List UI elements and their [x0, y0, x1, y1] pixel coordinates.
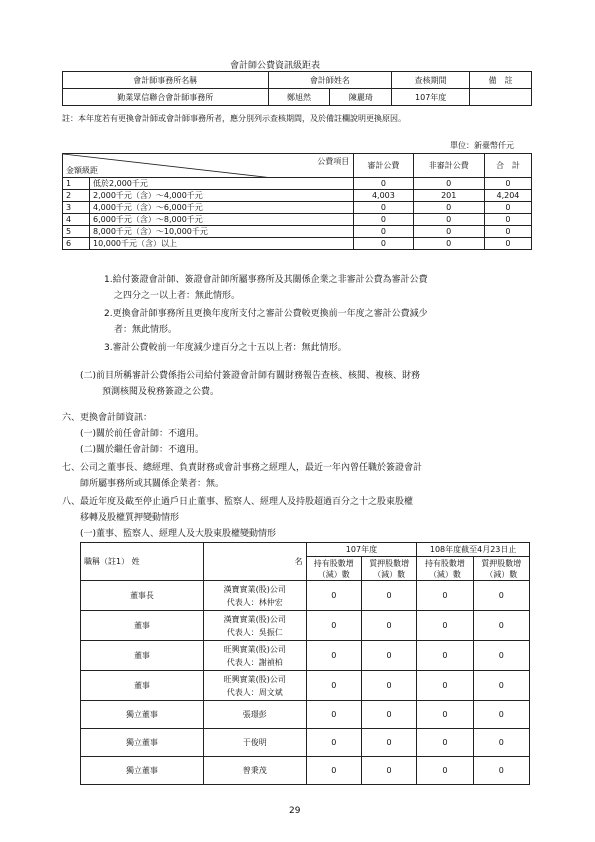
holding-value: 0	[306, 757, 361, 785]
holder-name: 旺興實業(股)公司	[223, 644, 286, 654]
diag-bottom-label: 金額級距	[66, 166, 98, 175]
holding-value: 0	[473, 729, 529, 757]
fee-row-no: 4	[63, 214, 90, 226]
fee-row-range: 4,000千元（含）～6,000千元	[90, 202, 354, 214]
sub-header-2: 質押股數增（減）數	[361, 557, 416, 581]
holder-name-cell	[203, 757, 306, 785]
holder-title: 獨立董事	[81, 701, 204, 729]
fee-row	[63, 238, 532, 250]
fee-row-total: 0	[484, 202, 531, 214]
holder-name: 于俊明	[242, 738, 267, 747]
holding-value: 0	[473, 757, 529, 785]
firm-name: 勤業眾信聯合會計師事務所	[63, 89, 269, 106]
fee-row-total: 0	[484, 226, 531, 238]
fee-row-total: 0	[484, 178, 531, 190]
fee-row-nonaudit: 0	[413, 202, 484, 214]
sec6-b: (二)關於繼任會計師：不適用。	[80, 445, 205, 455]
fee-range-table	[62, 153, 532, 250]
holding-value: 0	[361, 611, 416, 641]
holder-name-cell	[203, 729, 306, 757]
holding-value: 0	[306, 701, 361, 729]
col-name-header: 名	[203, 543, 306, 581]
fee-row	[63, 178, 532, 190]
item-1-line1: 1.給付簽證會計師、簽證會計師所屬事務所及其關係企業之非審計公費為審計公費	[104, 275, 428, 285]
holding-value: 0	[361, 701, 416, 729]
audit-period: 107年度	[392, 89, 470, 106]
unit-label: 單位：新臺幣仟元	[450, 141, 514, 150]
item-1-line2: 之四分之一以上者：無此情形。	[114, 291, 241, 301]
holding-value: 0	[473, 641, 529, 671]
fee-row-no: 2	[63, 190, 90, 202]
sec7-line1: 七、公司之董事長、總經理、負責財務或會計事務之經理人，最近一年內曾任職於簽證會計	[62, 463, 423, 473]
fee-row-no: 5	[63, 226, 90, 238]
audit-info-table	[62, 71, 532, 106]
header-firm: 會計師事務所名稱	[63, 72, 269, 89]
holding-value: 0	[417, 641, 473, 671]
header-period: 查核期間	[392, 72, 470, 89]
fee-row	[63, 226, 532, 238]
holding-value: 0	[306, 729, 361, 757]
holding-value: 0	[306, 611, 361, 641]
holder-name-cell	[203, 671, 306, 701]
para2-line1: (二)前目所稱審計公費係指公司給付簽證會計師有關財務報告查核、核閱、複核、財務	[80, 371, 421, 381]
col-total: 合 計	[484, 154, 531, 178]
holder-title: 獨立董事	[81, 757, 204, 785]
holder-title: 獨立董事	[81, 729, 204, 757]
holding-value: 0	[306, 581, 361, 611]
holder-name-cell	[203, 581, 306, 611]
year2-header: 108年度截至4月23日止	[417, 543, 530, 557]
col-name-prefix: 姓	[131, 557, 140, 566]
fee-row-total: 0	[484, 238, 531, 250]
holder-representative: 代表人：周文斌	[226, 687, 283, 697]
holding-value: 0	[361, 729, 416, 757]
holding-value: 0	[473, 581, 529, 611]
sec6-a: (一)關於前任會計師：不適用。	[80, 429, 205, 439]
fee-row-audit: 0	[354, 226, 413, 238]
fee-row-nonaudit: 0	[413, 226, 484, 238]
holding-row	[81, 671, 530, 701]
holding-value: 0	[417, 757, 473, 785]
holding-value: 0	[361, 581, 416, 611]
fee-row-total: 4,204	[484, 190, 531, 202]
col-nonaudit-fee: 非審計公費	[413, 154, 484, 178]
fee-row-no: 3	[63, 202, 90, 214]
sec8-line1: 八、最近年度及截至停止過戶日止董事、監察人、經理人及持股超過百分之十之股東股權	[62, 497, 414, 507]
holder-name: 曾秉茂	[242, 766, 267, 775]
fee-row-nonaudit: 0	[413, 178, 484, 190]
holding-row	[81, 611, 530, 641]
holder-name: 漢寶實業(股)公司	[223, 614, 286, 624]
holding-row	[81, 757, 530, 785]
holding-row	[81, 701, 530, 729]
fee-row-range: 8,000千元（含）～10,000千元	[90, 226, 354, 238]
fee-row	[63, 214, 532, 226]
fee-row-nonaudit: 0	[413, 214, 484, 226]
holding-value: 0	[473, 671, 529, 701]
holder-representative: 代表人：吳振仁	[226, 627, 283, 637]
holder-name: 張璟彭	[242, 710, 267, 719]
holder-name-cell	[203, 701, 306, 729]
holder-title: 董事	[81, 641, 204, 671]
cpa-name-2: 陳麗琦	[330, 89, 392, 106]
header-cpa: 會計師姓名	[268, 72, 392, 89]
fee-row-range: 2,000千元（含）～4,000千元	[90, 190, 354, 202]
year1-header: 107年度	[306, 543, 417, 557]
holding-row	[81, 641, 530, 671]
holding-value: 0	[361, 757, 416, 785]
holding-value: 0	[306, 641, 361, 671]
fee-row-range: 低於2,000千元	[90, 178, 354, 190]
holding-value: 0	[417, 611, 473, 641]
sec8-line2: 移轉及股權質押變動情形	[80, 513, 180, 523]
holding-row	[81, 581, 530, 611]
fee-row-audit: 0	[354, 238, 413, 250]
col-title-label: 職稱（註1）	[84, 557, 130, 566]
diag-top-label: 公費項目	[317, 157, 350, 166]
fee-row-audit: 0	[354, 214, 413, 226]
fee-row-total: 0	[484, 214, 531, 226]
para2-line2: 預測核閱及稅務簽證之公費。	[102, 387, 220, 397]
fee-row-audit: 0	[354, 178, 413, 190]
fee-row-no: 6	[63, 238, 90, 250]
item-2-line2: 者：無此情形。	[114, 325, 178, 335]
sec8-subtitle: (一)董事、監察人、經理人及大股東股權變動情形	[80, 529, 277, 539]
holder-representative: 代表人：謝禎柏	[226, 657, 283, 667]
holding-value: 0	[417, 729, 473, 757]
holder-representative: 代表人：林仲宏	[226, 597, 283, 607]
item-3: 3.審計公費較前一年度減少達百分之十五以上者：無此情形。	[104, 343, 347, 353]
holding-value: 0	[417, 701, 473, 729]
col-audit-fee: 審計公費	[354, 154, 413, 178]
holding-value: 0	[417, 581, 473, 611]
holding-value: 0	[361, 641, 416, 671]
holder-name: 漢寶實業(股)公司	[223, 584, 286, 594]
holding-value: 0	[361, 671, 416, 701]
fee-row-audit: 0	[354, 202, 413, 214]
holder-title: 董事	[81, 671, 204, 701]
sec7-line2: 師所屬事務所或其關係企業者：無。	[80, 479, 225, 489]
page-number: 29	[289, 806, 301, 816]
holding-value: 0	[473, 701, 529, 729]
cpa-name-1: 鄭旭然	[268, 89, 330, 106]
audit-table-title: 會計師公費資訊級距表	[230, 61, 321, 71]
sec6-title: 六、更換會計師資訊：	[62, 413, 153, 423]
holder-name-cell	[203, 611, 306, 641]
col-title-header	[81, 543, 204, 581]
holding-row	[81, 729, 530, 757]
holding-value: 0	[417, 671, 473, 701]
holding-value: 0	[473, 611, 529, 641]
fee-row-range: 10,000千元（含）以上	[90, 238, 354, 250]
fee-row-range: 6,000千元（含）～8,000千元	[90, 214, 354, 226]
fee-row	[63, 190, 532, 202]
sub-header-3: 持有股數增（減）數	[417, 557, 473, 581]
item-2-line1: 2.更換會計師事務所且更換年度所支付之審計公費較更換前一年度之審計公費減少	[104, 309, 428, 319]
fee-row-no: 1	[63, 178, 90, 190]
header-note: 備 註	[470, 72, 532, 89]
sub-header-4: 質押股數增（減）數	[473, 557, 529, 581]
holder-title: 董事長	[81, 581, 204, 611]
fee-row	[63, 202, 532, 214]
note-text: 註：本年度若有更換會計師或會計師事務所者，應分別列示查核期間，及於備註欄說明更換原因。	[62, 114, 406, 123]
fee-row-nonaudit: 0	[413, 238, 484, 250]
fee-row-nonaudit: 201	[413, 190, 484, 202]
holder-title: 董事	[81, 611, 204, 641]
sub-header-1: 持有股數增（減）數	[306, 557, 361, 581]
note-cell	[470, 89, 532, 106]
holder-name-cell	[203, 641, 306, 671]
holder-name: 旺興實業(股)公司	[223, 674, 286, 684]
holding-value: 0	[306, 671, 361, 701]
fee-row-audit: 4,003	[354, 190, 413, 202]
holding-change-table	[80, 542, 530, 785]
diagonal-header	[63, 154, 354, 178]
